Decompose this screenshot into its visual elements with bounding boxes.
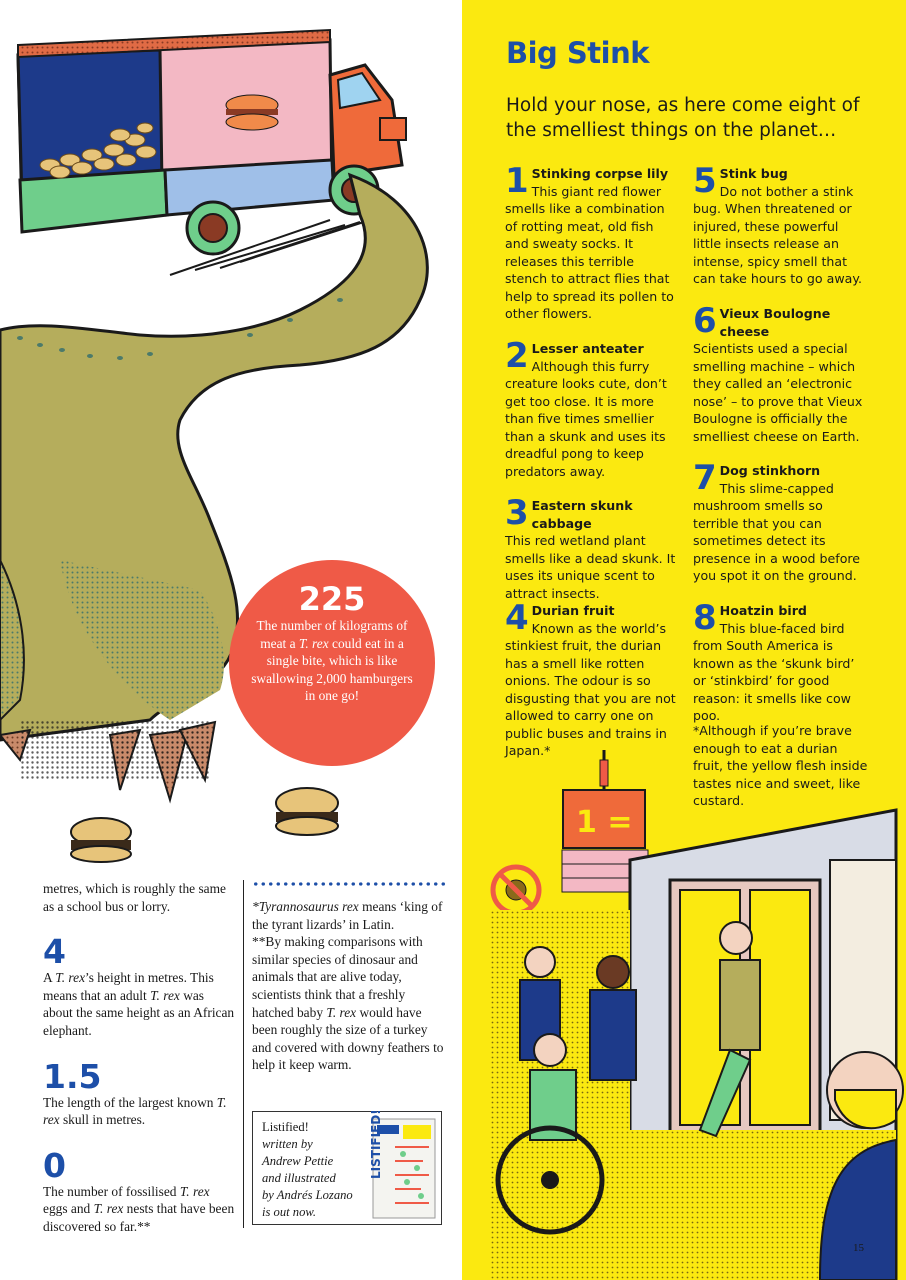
column-divider xyxy=(243,880,244,1228)
item-number: 7 xyxy=(693,458,717,498)
book-title: Listified! xyxy=(262,1120,309,1134)
stat-value: 4 xyxy=(43,932,66,972)
list-item xyxy=(693,161,865,288)
train-scene-illustration xyxy=(490,750,896,1280)
page-number: 15 xyxy=(853,1242,864,1254)
page-title: Big Stink xyxy=(506,36,650,70)
stat-value: 0 xyxy=(43,1145,66,1185)
item-heading: Stinking corpse lily xyxy=(531,166,669,181)
book-cover-thumbnail xyxy=(369,1109,435,1218)
durian-footnote: *Although if you’re brave enough to eat a durian fruit, the yellow flesh inside tastes nice and sweet, like custard. xyxy=(693,723,868,808)
list-item xyxy=(693,301,865,445)
stat-description: The number of fossilised T. rex eggs and T. rex nests that have been discovered so far.** xyxy=(43,1183,235,1234)
list-item xyxy=(693,598,865,725)
trex-stats-column xyxy=(43,880,235,1236)
item-heading: Hoatzin bird xyxy=(719,603,807,618)
item-text: Known as the world’s stinkiest fruit, the durian has a smell like rotten onions. The odour is so disgusting that you are not allowed to carry one on public buses and trains in Japan.* xyxy=(505,620,676,758)
list-item xyxy=(693,458,865,585)
svg-text:LISTIFIED!: LISTIFIED! xyxy=(369,1109,383,1179)
item-heading: Eastern skunk cabbage xyxy=(531,498,633,531)
stat-intro-text: metres, which is roughly the same as a school bus or lorry. xyxy=(43,881,226,914)
bite-stat-circle xyxy=(229,560,435,766)
footnote-2: **By making comparisons with similar species of dinosaur and animals that are alive today, scientists think that a freshly hatched baby T. rex would have been roughly the size of a turkey and covered with downy feathers to help it keep warm. xyxy=(252,934,444,1073)
book-promo-box xyxy=(252,1111,442,1225)
list-item xyxy=(505,336,677,480)
book-promo-text: Listified! written by Andrew Pettie and illustrated by Andrés Lozano is out now. xyxy=(262,1120,353,1219)
dotted-rule xyxy=(252,881,445,887)
bite-stat-description: The number of kilograms of meat a T. rex could eat in a single bite, which is like swallowing 2,000 hamburgers in one go! xyxy=(251,618,413,704)
item-number: 8 xyxy=(693,598,717,638)
platform-sign xyxy=(563,790,645,848)
stat-description: A T. rex’s height in metres. This means that an adult T. rex was about the same height as an African elephant. xyxy=(43,970,235,1038)
list-item xyxy=(505,161,677,323)
item-text: Do not bother a stink bug. When threatened or injured, these powerful little insects release an intense, spicy smell that can take hours to go away. xyxy=(693,183,863,286)
item-heading: Vieux Boulogne cheese xyxy=(719,306,831,339)
hamburger-icon xyxy=(276,788,338,835)
item-heading: Dog stinkhorn xyxy=(719,463,821,478)
item-number: 6 xyxy=(693,301,717,341)
item-number: 3 xyxy=(505,493,529,533)
no-durian-sign-icon xyxy=(493,867,539,913)
item-number: 5 xyxy=(693,161,717,201)
footnote-block xyxy=(252,898,446,1074)
item-text: Scientists used a special smelling machine – which they called an ‘electronic nose’ – to prove that Vieux Boulogne is officially the smelliest cheese on Earth. xyxy=(693,341,863,444)
svg-text:1 =: 1 = xyxy=(576,805,633,840)
delivery-truck-illustration xyxy=(18,30,406,275)
item-heading: Durian fruit xyxy=(531,603,615,618)
item-heading: Lesser anteater xyxy=(531,341,644,356)
stat-description: The length of the largest known T. rex skull in metres. xyxy=(43,1094,227,1128)
item-number: 4 xyxy=(505,598,529,638)
dinosaur-truck-illustration xyxy=(0,0,462,880)
right-page xyxy=(462,0,906,1280)
list-item xyxy=(505,493,677,602)
item-text: This red wetland plant smells like a dead skunk. It uses its unique scent to attract insects. xyxy=(505,533,676,601)
item-text: Although this furry creature looks cute, don’t get too close. It is more than five times smellier than a skunk and uses its dreadful pong to keep predators away. xyxy=(505,358,667,479)
item-text: This slime-capped mushroom smells so terrible that you can sometimes detect its presence in a wood before you spot it on the ground. xyxy=(693,480,861,583)
item-number: 2 xyxy=(505,336,529,376)
list-item xyxy=(505,598,677,760)
hamburger-icon xyxy=(226,95,278,130)
stat-value: 1.5 xyxy=(43,1056,102,1096)
footnote-1: *Tyrannosaurus rex means ‘king of the tyrant lizards’ in Latin. xyxy=(252,899,443,932)
item-heading: Stink bug xyxy=(719,166,788,181)
article-intro: Hold your nose, as here come eight of the smelliest things on the planet… xyxy=(506,95,860,141)
hamburger-icon xyxy=(71,818,131,862)
item-text: This giant red flower smells like a combination of rotting meat, old fish and sweaty socks. It releases this terrible stench to attract flies that help to spread its pollen to other flowers. xyxy=(505,183,674,321)
bite-stat-value: 225 xyxy=(298,580,366,618)
item-number: 1 xyxy=(505,161,529,201)
item-text: This blue-faced bird from South America is known as the ‘skunk bird’ or ‘stinkbird’ for good reason: it smells like cow poo. xyxy=(693,620,855,723)
